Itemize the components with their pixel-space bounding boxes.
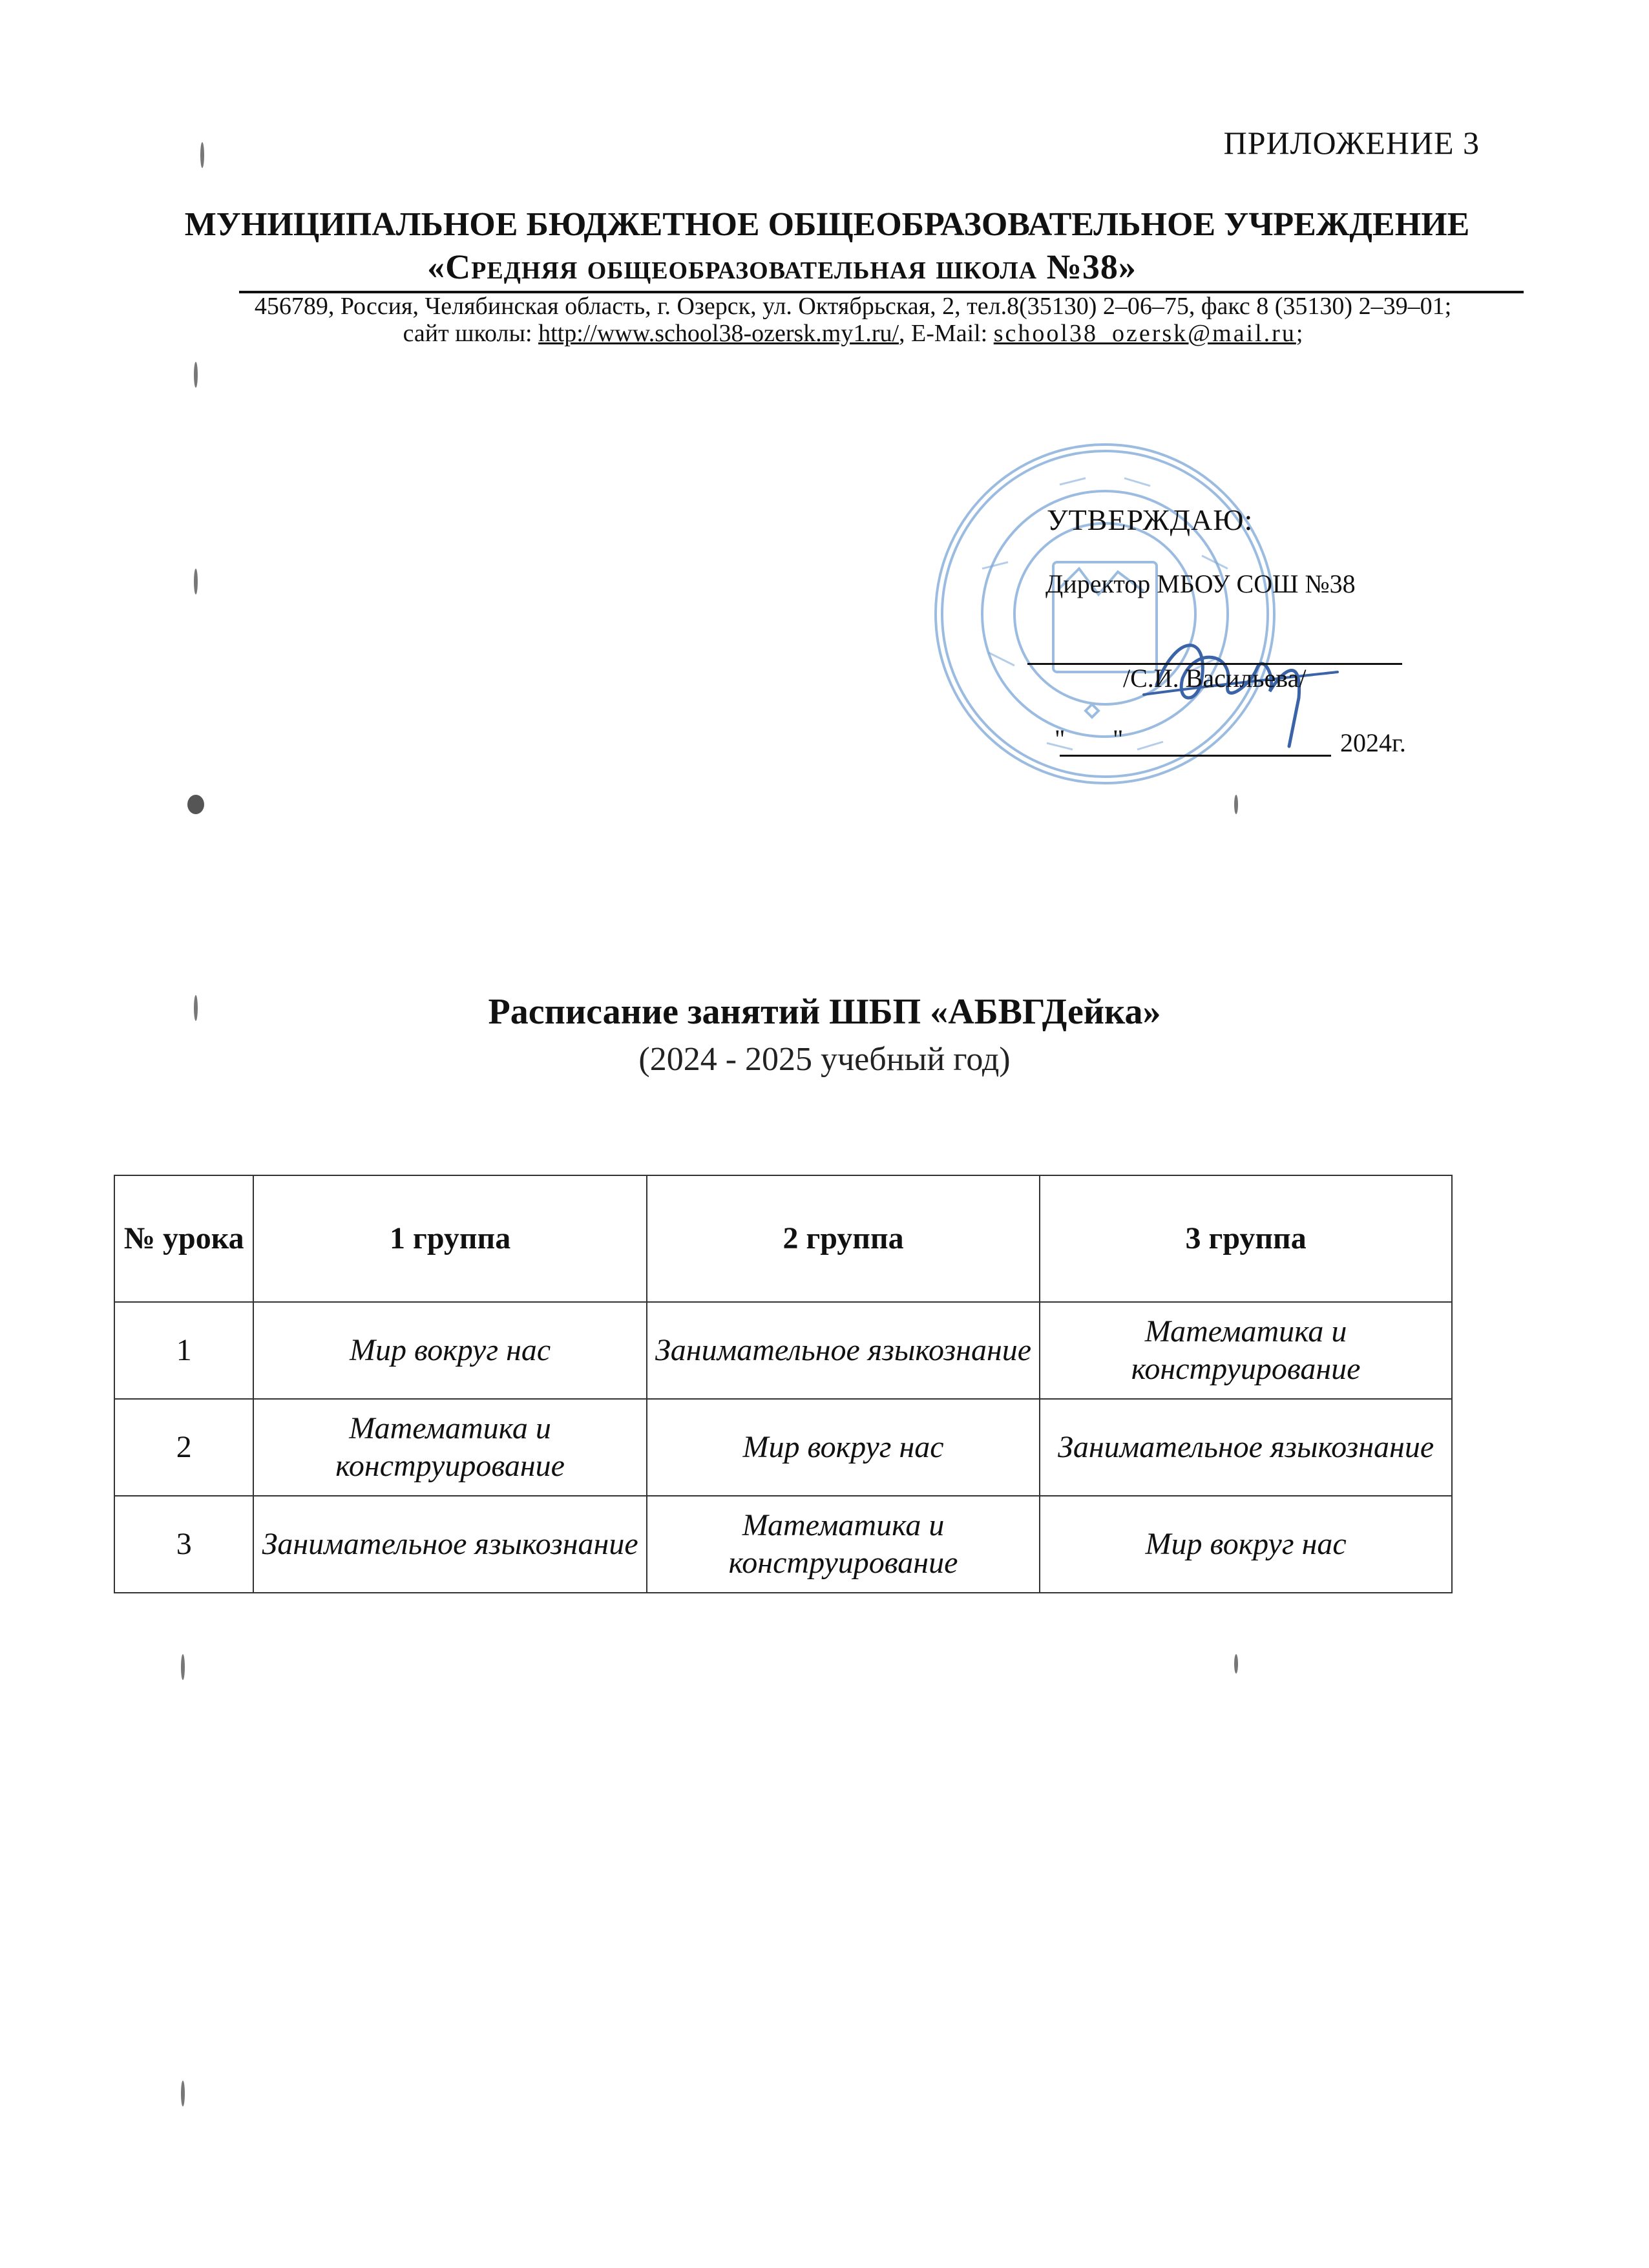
- school-contacts: [194, 319, 1512, 348]
- lesson-number: 1: [114, 1302, 253, 1399]
- email-prefix: , E-Mail:: [899, 320, 994, 347]
- table-cell: Занимательное языкознание: [253, 1496, 646, 1593]
- scan-speck: [200, 142, 204, 168]
- scan-speck: [1234, 795, 1238, 814]
- table-cell: Занимательное языкознание: [647, 1302, 1040, 1399]
- lesson-number: 3: [114, 1496, 253, 1593]
- table-cell: Математика и конструирование: [253, 1399, 646, 1496]
- schedule-table: [114, 1175, 1453, 1593]
- website-prefix: сайт школы:: [403, 320, 539, 347]
- lesson-number: 2: [114, 1399, 253, 1496]
- table-cell: Мир вокруг нас: [253, 1302, 646, 1399]
- email-link[interactable]: school38_ozersk@mail.ru: [993, 320, 1296, 347]
- organization-name: МУНИЦИПАЛЬНОЕ БЮДЖЕТНОЕ ОБЩЕОБРАЗОВАТЕЛЬНОЕ УЧРЕЖДЕНИЕ: [184, 206, 1470, 243]
- table-cell: Мир вокруг нас: [647, 1399, 1040, 1496]
- signer-name: /С.И. Васильева/: [1123, 664, 1307, 693]
- table-cell: Математика и конструирование: [1040, 1302, 1452, 1399]
- schedule-subtitle: (2024 - 2025 учебный год): [638, 1041, 1011, 1078]
- header-group-2: 2 группа: [647, 1175, 1040, 1302]
- table-cell: Занимательное языкознание: [1040, 1399, 1452, 1496]
- approval-heading: УТВЕРЖДАЮ:: [1047, 503, 1254, 536]
- table-cell: Мир вокруг нас: [1040, 1496, 1452, 1593]
- table-cell: Математика и конструирование: [647, 1496, 1040, 1593]
- header-lesson-number: № урока: [114, 1175, 253, 1302]
- header-group-1: 1 группа: [253, 1175, 646, 1302]
- website-link[interactable]: http://www.school38-ozersk.my1.ru/: [538, 320, 899, 347]
- date-quote-close: ": [1113, 724, 1124, 753]
- scan-speck: [194, 569, 198, 594]
- scan-speck: [1234, 1654, 1238, 1674]
- table-header-row: [114, 1175, 1452, 1302]
- email-suffix: ;: [1296, 320, 1303, 347]
- scan-speck: [194, 362, 198, 388]
- school-name: «Средняя общеобразовательная школа №38»: [427, 247, 1137, 286]
- schedule-title: Расписание занятий ШБП «АБВГДейка»: [488, 992, 1161, 1032]
- director-title: Директор МБОУ СОШ №38: [1045, 569, 1356, 598]
- scan-speck: [187, 795, 204, 814]
- appendix-label: ПРИЛОЖЕНИЕ 3: [1223, 125, 1480, 161]
- table-row: [114, 1496, 1452, 1593]
- date-quote-open: ": [1055, 724, 1066, 753]
- header-group-3: 3 группа: [1040, 1175, 1452, 1302]
- table-row: [114, 1302, 1452, 1399]
- scan-speck: [181, 1654, 185, 1680]
- scan-speck: [194, 995, 198, 1021]
- scan-speck: [181, 2081, 185, 2106]
- school-address: 456789, Россия, Челябинская область, г. Озерск, ул. Октябрьская, 2, тел.8(35130) 2–06–75, факс 8 (35130) 2–39–01;: [254, 293, 1452, 320]
- date-line: [1060, 755, 1331, 757]
- table-row: [114, 1399, 1452, 1496]
- approval-year: 2024г.: [1340, 728, 1406, 757]
